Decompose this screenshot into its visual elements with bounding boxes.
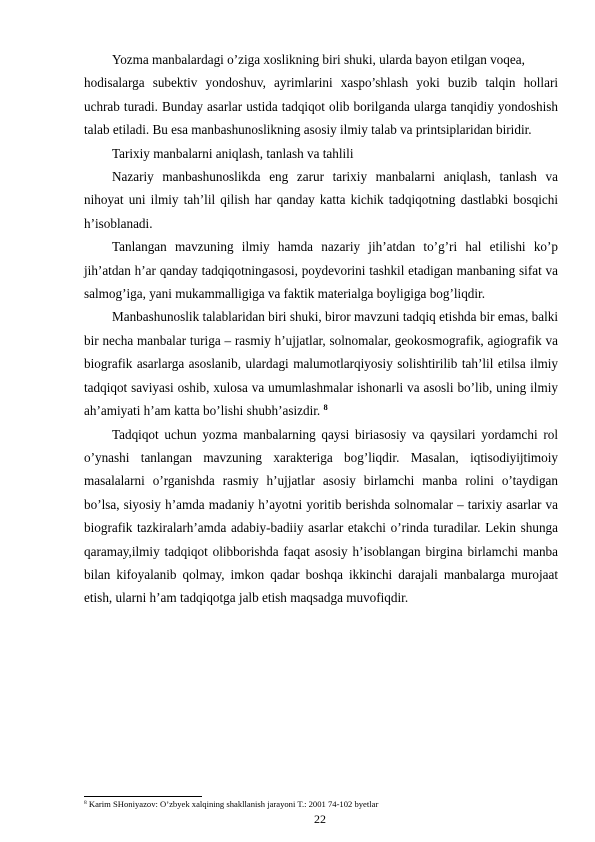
paragraph-3: Nazariy manbashunoslikda eng zarur tarixiy manbalarni aniqlash, tanlash va nihoyat uni ilmiy tah’lil qilish har qanday katta kichik tadqiqotning dastlabki bosqichi h’isoblanadi. bbox=[84, 169, 558, 231]
paragraph-5-text: Manbashunoslik talablaridan biri shuki, biror mavzuni tadqiq etishda bir emas, balki bir necha manbalar turiga – rasmiy h’ujjatlar, solnomalar, geokosmografik, agiografik va biografik asarlarga asoslanib, ulardagi malumotlarqiyosiy solishtirilib tah’lil etilsa ilmiy tadqiqot saviyasi oshib, xulosa va umumlashmalar ishonarli va asosli bo’lib, uning ilmiy ah’amiyati h’am katta bo’lishi shubh’asizdir. bbox=[84, 309, 558, 419]
footnote-number: 8 bbox=[84, 800, 87, 806]
page-number: 22 bbox=[314, 812, 326, 826]
paragraph-2: hodisalarga subektiv yondoshuv, ayrimlarini xaspo’shlash yoki buzib talqin hollari uchrab turadi. Bunday asarlar ustida tadqiqot olib borilganda ularga tanqidiy yondoshish talab etiladi. Bu esa manbashunoslikning asosiy ilmiy talab va printsiplaridan biridir. bbox=[84, 75, 558, 138]
section-heading: Tarixiy manbalarni aniqlash, tanlash va tahlili bbox=[112, 145, 354, 161]
paragraph-1: Yozma manbalardagi o’ziga xoslikning biri shuki, ularda bayon etilgan voqea, bbox=[112, 52, 525, 67]
paragraph-6: Tadqiqot uchun yozma manbalarning qaysi biriasosiy va qaysilari yordamchi rol o’ynashi tanlangan mavzuning xarakteriga bog’liqdir. Masalan, iqtisodiyijtimoiy masalalarni o’rganishda rasmiy h’ujjatlar asosiy birlamchi manba rolini o’taydigan bo’lsa, siyosiy h’amda madaniy h’ayotni yoritib berishda solnomalar – tarixiy asarlar va biografik tazkiralarh’amda adabiy-badiiy asarlar etakchi o’rinda turadilar. Lekin shunga qaramay,ilmiy tadqiqot olibborishda faqat asosiy h’isoblangan birgina birlamchi manba bilan kifoyalanib qolmay, imkon qadar boshqa ikkinchi darajali manbalarga murojaat etish, ularni h’am tadqiqotga jalb etish maqsadga muvofiqdir. bbox=[84, 426, 558, 606]
document-body bbox=[84, 48, 558, 610]
footnote-reference: 8 bbox=[323, 402, 328, 413]
paragraph-5 bbox=[84, 305, 558, 422]
paragraph-4: Tanlangan mavzuning ilmiy hamda nazariy jih’atdan to’g’ri hal etilishi ko’p jih’atdan h’ar qanday tadqiqotningasosi, poydevorini tashkil etadigan manbaning sifat va salmog’iga, yani mukammalligiga va faktik materialga boyligiga bog’liqdir. bbox=[84, 239, 558, 302]
footnote-text: Karim SHoniyazov: O’zbyek xalqining shakllanish jarayoni T.: 2001 74-102 byetlar bbox=[88, 799, 379, 809]
footnote bbox=[84, 798, 558, 810]
footnote-divider bbox=[84, 796, 202, 797]
